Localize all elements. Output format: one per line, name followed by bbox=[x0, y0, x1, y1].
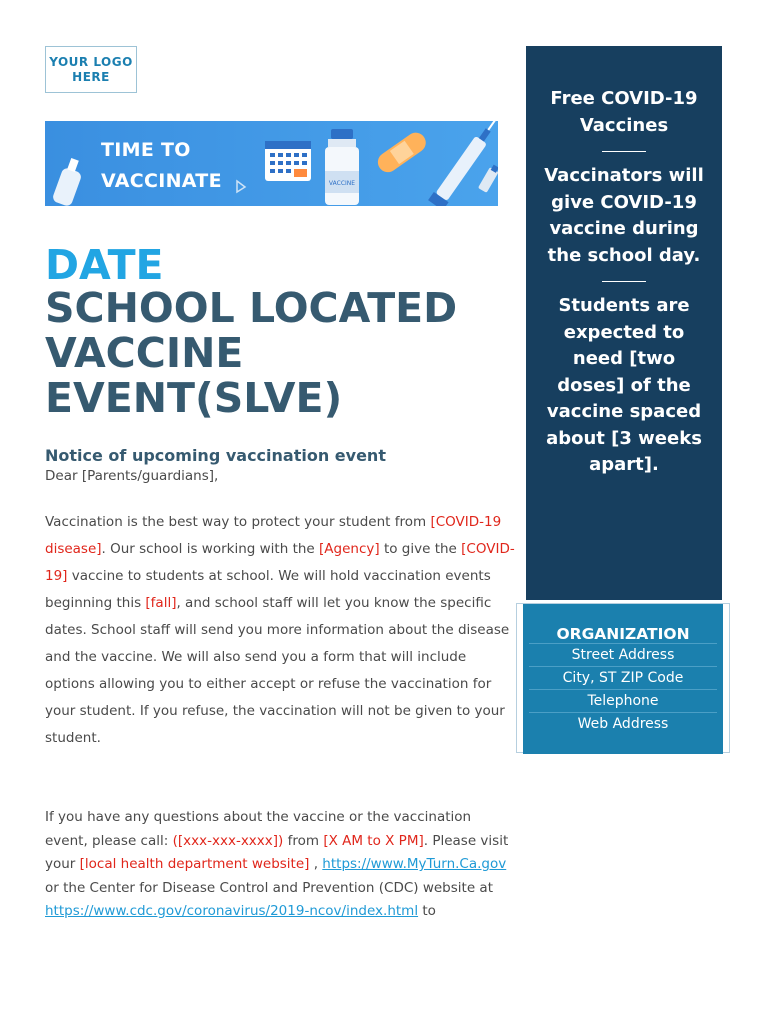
syringe-left-icon bbox=[51, 158, 82, 206]
organization-box bbox=[516, 603, 730, 753]
text: If you have any questions about the vaccine or the vaccination event, please call: bbox=[45, 809, 472, 849]
sidebar-block-doses: Students are expected to need [two doses] of the vaccine spaced about [3 weeks apart]. bbox=[546, 295, 702, 475]
event-title-line-3: EVENT(SLVE) bbox=[45, 374, 343, 422]
sidebar-block-vaccinators: Vaccinators will give COVID-19 vaccine during the school day. bbox=[544, 165, 704, 266]
text: . Our school is working with the bbox=[101, 541, 320, 557]
city-state-zip: City, ST ZIP Code bbox=[529, 666, 717, 689]
event-title-line-1: SCHOOL LOCATED bbox=[45, 284, 458, 332]
placeholder-agency: [Agency] bbox=[319, 541, 380, 557]
logo-placeholder bbox=[45, 46, 137, 93]
bandage-icon bbox=[374, 129, 430, 176]
placeholder-hours: [X AM to X PM] bbox=[323, 832, 424, 849]
banner-title bbox=[101, 135, 222, 197]
text: to give the bbox=[379, 541, 462, 557]
play-icon bbox=[237, 181, 245, 192]
syringe-right-icon bbox=[428, 121, 498, 206]
text: , and school staff will let you know the specific dates. School staff will send you more information about the disease and the vaccine. We will also send you a form that will include options allowing you to either accept or refuse the vaccination for your student. If you refuse, the vaccination will not be given to your student. bbox=[45, 595, 510, 746]
sidebar-divider bbox=[602, 151, 646, 152]
banner-title-line-2: VACCINATE bbox=[101, 170, 222, 192]
organization-panel bbox=[523, 604, 723, 754]
telephone: Telephone bbox=[529, 689, 717, 712]
event-date: DATE bbox=[45, 241, 164, 289]
body-paragraph-2 bbox=[45, 806, 515, 928]
svg-text:VACCINE: VACCINE bbox=[328, 180, 356, 187]
info-sidebar bbox=[526, 46, 722, 600]
small-syringe-icon bbox=[478, 164, 498, 193]
body-paragraph-1 bbox=[45, 509, 515, 752]
web-address: Web Address bbox=[529, 712, 717, 735]
street-address: Street Address bbox=[529, 643, 717, 666]
sidebar-block-free-vaccines: Free COVID-19 Vaccines bbox=[550, 88, 698, 136]
text: from bbox=[283, 832, 324, 849]
organization-name: ORGANIZATION bbox=[556, 625, 690, 643]
notice-heading: Notice of upcoming vaccination event bbox=[45, 446, 386, 465]
vaccine-vial-icon bbox=[325, 129, 359, 205]
myturn-link[interactable]: https://www.MyTurn.Ca.gov bbox=[322, 856, 507, 872]
placeholder-vaccine: [COVID-19] bbox=[45, 541, 515, 584]
calendar-icon bbox=[265, 141, 311, 181]
text: . Please visit your bbox=[45, 832, 509, 872]
event-title bbox=[45, 286, 505, 421]
placeholder-website: [local health department website] bbox=[79, 856, 310, 872]
vaccinate-banner bbox=[45, 121, 498, 206]
placeholder-phone: ([xxx-xxx-xxxx]) bbox=[172, 832, 284, 849]
text: or the Center for Disease Control and Prevention (CDC) website at bbox=[45, 879, 493, 896]
text: to bbox=[418, 903, 436, 919]
placeholder-disease: [COVID-19 disease] bbox=[45, 514, 502, 557]
sidebar-divider bbox=[602, 281, 646, 282]
text: Vaccination is the best way to protect your student from bbox=[45, 514, 431, 530]
logo-line-1: YOUR LOGO bbox=[49, 54, 133, 69]
logo-line-2: HERE bbox=[72, 69, 110, 84]
event-title-line-2: VACCINE bbox=[45, 329, 244, 377]
cdc-link[interactable]: https://www.cdc.gov/coronavirus/2019-ncov/index.html bbox=[45, 903, 419, 919]
greeting: Dear [Parents/guardians], bbox=[45, 468, 219, 484]
banner-title-line-1: TIME TO bbox=[101, 139, 191, 161]
text: , bbox=[309, 856, 323, 872]
text: vaccine to students at school. We will hold vaccination events beginning this bbox=[45, 568, 491, 611]
placeholder-season: [fall] bbox=[145, 595, 177, 611]
